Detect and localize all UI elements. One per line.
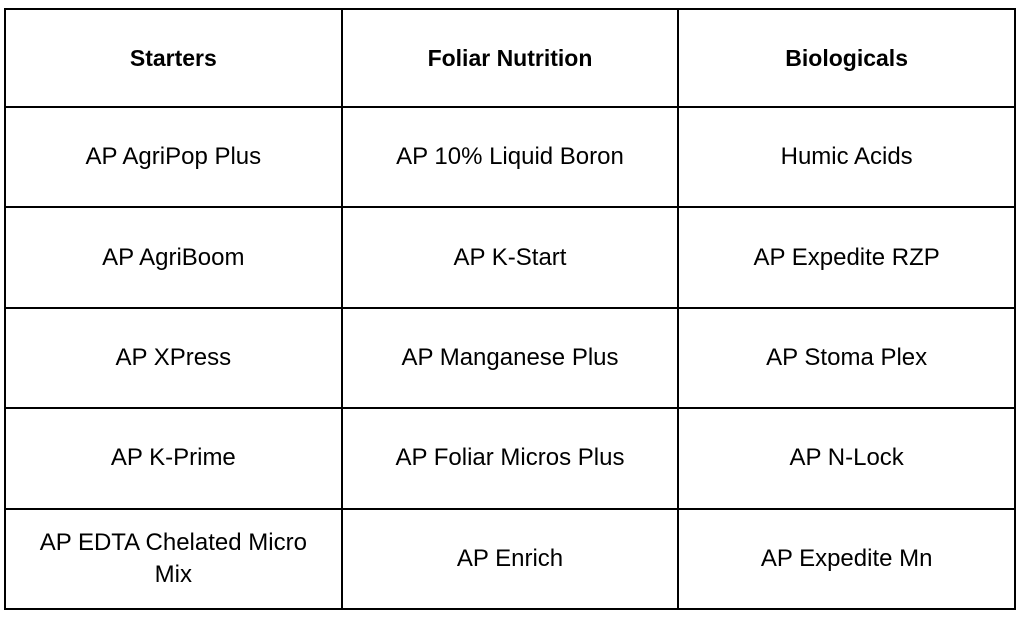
table-cell: AP XPress: [5, 308, 342, 408]
table-row: [5, 308, 1015, 408]
header-starters: Starters: [5, 9, 342, 107]
table-cell: AP Expedite RZP: [678, 207, 1015, 307]
table-cell: AP K-Prime: [5, 408, 342, 508]
table-row: [5, 408, 1015, 508]
table-row: [5, 509, 1015, 609]
table-cell: AP K-Start: [342, 207, 679, 307]
table-cell: AP Enrich: [342, 509, 679, 609]
table-cell: AP 10% Liquid Boron: [342, 107, 679, 207]
table-cell: AP Stoma Plex: [678, 308, 1015, 408]
table-cell: Humic Acids: [678, 107, 1015, 207]
table-row: [5, 207, 1015, 307]
table-cell: AP Expedite Mn: [678, 509, 1015, 609]
table-body: [5, 107, 1015, 609]
table-cell: AP Foliar Micros Plus: [342, 408, 679, 508]
table-row: [5, 107, 1015, 207]
table-header: [5, 9, 1015, 107]
header-biologicals: Biologicals: [678, 9, 1015, 107]
table-cell: AP Manganese Plus: [342, 308, 679, 408]
table-cell: AP AgriPop Plus: [5, 107, 342, 207]
table-cell: AP AgriBoom: [5, 207, 342, 307]
table-cell: AP EDTA Chelated Micro Mix: [5, 509, 342, 609]
table-cell: AP N-Lock: [678, 408, 1015, 508]
product-table: [4, 8, 1016, 610]
header-foliar-nutrition: Foliar Nutrition: [342, 9, 679, 107]
header-row: [5, 9, 1015, 107]
